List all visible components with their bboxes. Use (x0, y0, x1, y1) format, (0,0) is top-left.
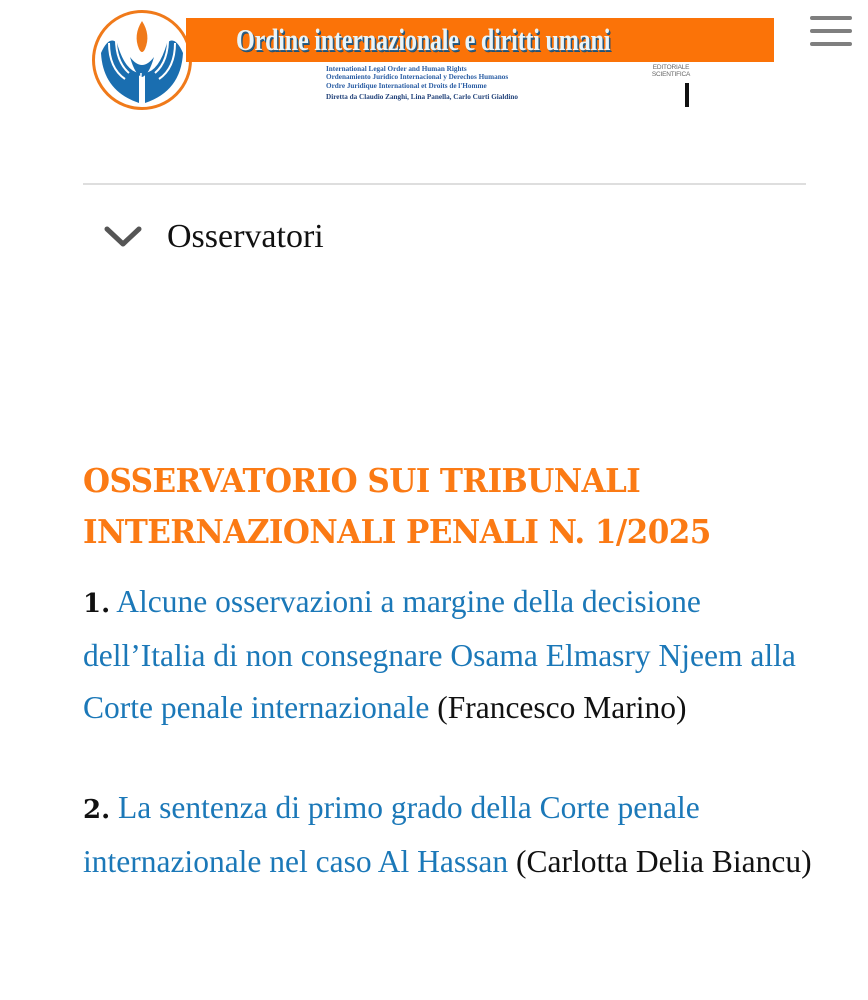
chevron-down-icon (104, 224, 142, 250)
section-title: OSSERVATORIO SUI TRIBUNALI INTERNAZIONALI PENALI N. 1/2025 (83, 461, 711, 551)
article-author: (Francesco Marino) (437, 690, 687, 725)
publisher-line-2: SCIENTIFICA (651, 70, 691, 78)
logo-hands-flame-icon (95, 13, 189, 107)
title-banner (186, 18, 774, 62)
subtitle-spanish: Ordenamiento Jurídico Internacional y Derechos Humanos (326, 73, 509, 82)
header-divider (83, 183, 806, 185)
article-item (83, 576, 813, 734)
article-item (83, 782, 813, 888)
hamburger-menu-button[interactable] (810, 14, 854, 48)
subtitle-french: Ordre Juridique International et Droits de l'Homme (326, 81, 487, 90)
site-title: Ordine internazionale e diritti umani (236, 22, 611, 57)
site-logo[interactable] (92, 10, 192, 110)
site-header (0, 0, 868, 130)
article-link[interactable]: Alcune osservazioni a margine della decisione dell’Italia di non consegnare Osama Elmasry Njeem alla Corte penale internazionale (83, 584, 796, 725)
article-number: 1. (83, 589, 111, 619)
editors-line: Diretta da Claudio Zanghì, Lina Panella, Carlo Curti Gialdino (326, 93, 518, 102)
article-link[interactable]: La sentenza di primo grado della Corte penale internazionale nel caso Al Hassan (83, 790, 700, 879)
article-number: 2. (83, 795, 111, 825)
accordion-osservatori[interactable] (104, 212, 324, 262)
hamburger-menu-icon-line (810, 29, 852, 33)
article-list (83, 576, 813, 936)
publisher-logo (648, 65, 694, 78)
subtitle-english: International Legal Order and Human Rights (326, 65, 467, 73)
article-author: (Carlotta Delia Biancu) (515, 844, 812, 879)
publisher-mark (685, 83, 689, 107)
publisher-line-1: EDITORIALE (652, 64, 690, 71)
accordion-label: Osservatori (167, 218, 324, 255)
hamburger-menu-icon (810, 16, 852, 20)
site-subtitles (326, 65, 518, 102)
hamburger-menu-icon-line (810, 42, 852, 46)
